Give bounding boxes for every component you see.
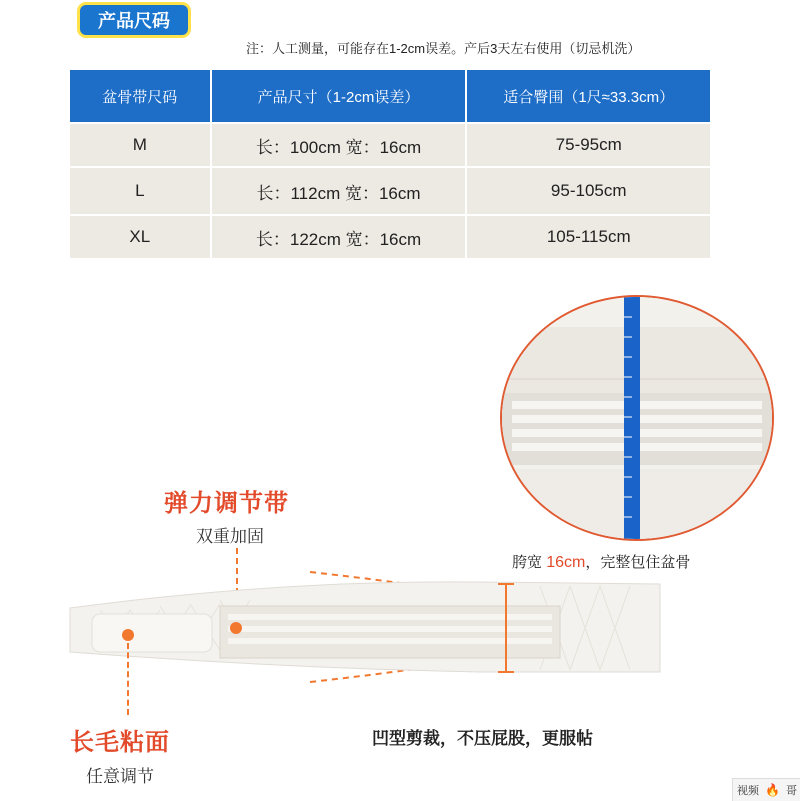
dimensions-cell: 长：122cm 宽：16cm <box>211 215 467 258</box>
column-header-hip: 适合臀围（1尺≈33.3cm） <box>466 70 710 123</box>
table-row <box>70 167 710 215</box>
dimensions-cell: 长：112cm 宽：16cm <box>211 167 467 215</box>
video-link[interactable]: 视频 <box>737 785 759 797</box>
velcro-pointer <box>127 643 129 715</box>
belt-closeup-image <box>502 297 772 539</box>
velcro-indicator-dot <box>122 629 134 641</box>
velcro-subtitle: 任意调节 <box>86 767 154 786</box>
hip-width-value: 16cm <box>546 554 586 571</box>
cut-description: 凹型剪裁，不压屁股，更服帖 <box>372 729 593 748</box>
hip-cell: 75-95cm <box>466 123 710 167</box>
column-header-dimensions: 产品尺寸（1-2cm误差） <box>211 70 467 123</box>
table-header-row <box>70 70 710 123</box>
table-row <box>70 123 710 167</box>
size-cell: L <box>70 167 211 215</box>
elastic-band-subtitle: 双重加固 <box>196 527 264 546</box>
pelvic-belt-illustration <box>60 560 740 700</box>
size-cell: M <box>70 123 211 167</box>
dimensions-cell: 长：100cm 宽：16cm <box>211 123 467 167</box>
hip-cell: 95-105cm <box>466 167 710 215</box>
hip-width-suffix: ，完整包住盆骨 <box>585 554 691 571</box>
elastic-band-title: 弹力调节带 <box>164 490 289 517</box>
elastic-indicator-dot <box>230 622 242 634</box>
flame-icon[interactable]: 🔥 <box>765 783 780 797</box>
table-row <box>70 215 710 258</box>
size-table <box>70 70 710 258</box>
product-size-tag: 产品尺码 <box>80 5 188 35</box>
column-header-size: 盆骨带尺码 <box>70 70 211 123</box>
size-cell: XL <box>70 215 211 258</box>
measurement-note: 注：人工测量，可能存在1-2cm误差。产后3天左右使用（切忌机洗） <box>246 41 641 56</box>
velcro-title: 长毛粘面 <box>70 729 170 756</box>
partial-link[interactable]: 哥 <box>785 785 797 797</box>
belt-detail-zoom <box>500 295 774 541</box>
bottom-floating-nav[interactable] <box>732 778 800 801</box>
hip-width-prefix: 胯宽 <box>512 554 543 571</box>
hip-cell: 105-115cm <box>466 215 710 258</box>
